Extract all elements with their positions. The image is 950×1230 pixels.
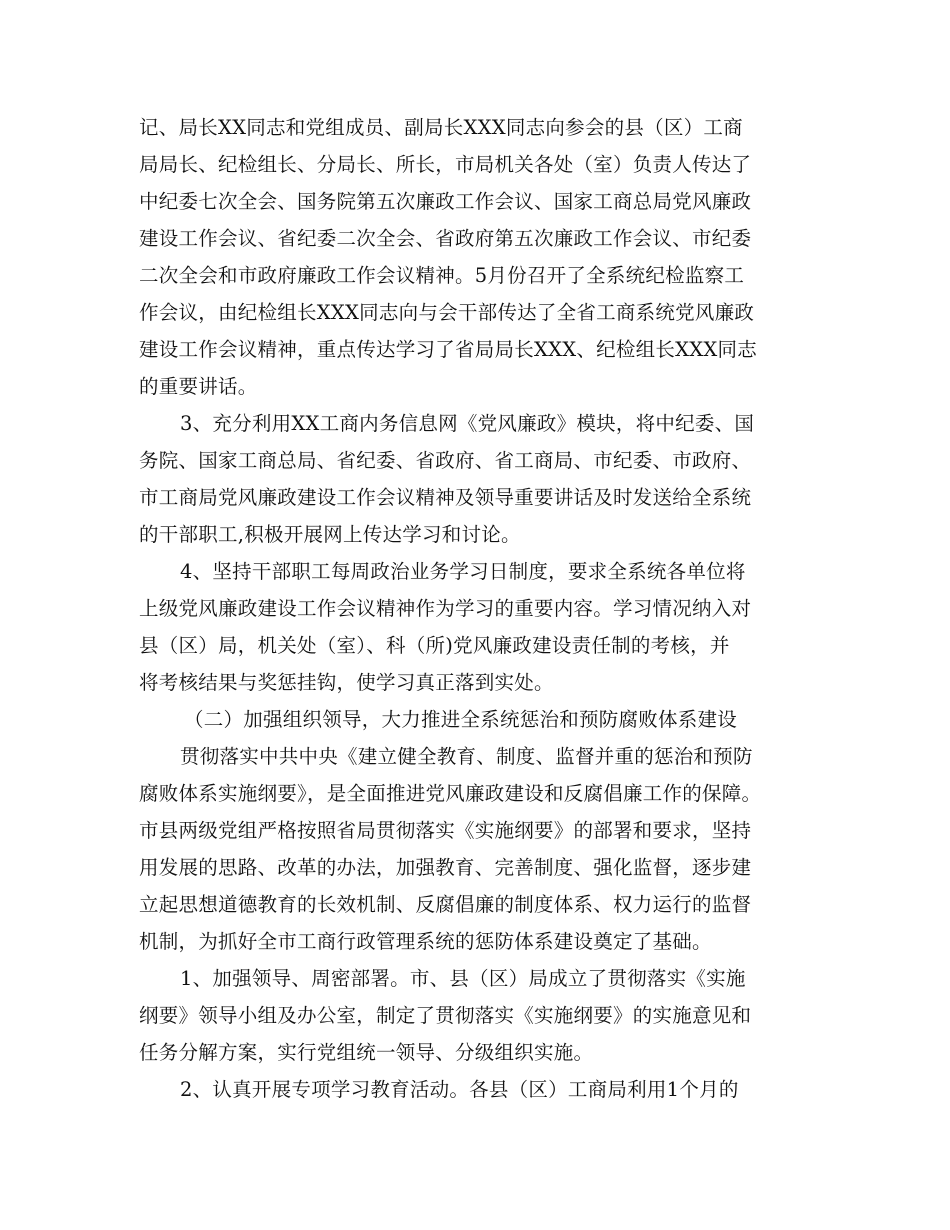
- text-line: 建设工作会议精神，重点传达学习了省局局长XXX、纪检组长XXX同志: [139, 338, 758, 361]
- text-line: 局局长、纪检组长、分局长、所长，市局机关各处（室）负责人传达了: [139, 153, 752, 176]
- text-line: 县（区）局，机关处（室）、科（所)党风廉政建设责任制的考核，并: [139, 634, 730, 657]
- text-line: 纲要》领导小组及办公室，制定了贯彻落实《实施纲要》的实施意见和: [139, 1004, 752, 1027]
- text-line: 用发展的思路、改革的办法，加强教育、完善制度、强化监督，逐步建: [139, 856, 752, 879]
- paragraph-start-line: 3、充分利用XX工商内务信息网《党风廉政》模块，将中纪委、国: [180, 412, 755, 435]
- text-line: 立起思想道德教育的长效机制、反腐倡廉的制度体系、权力运行的监督: [139, 893, 752, 916]
- paragraph-start-line: 2、认真开展专项学习教育活动。各县（区）工商局利用1个月的: [180, 1078, 739, 1101]
- text-line: 机制，为抓好全市工商行政管理系统的惩防体系建设奠定了基础。: [139, 930, 712, 953]
- text-line: 作会议，由纪检组长XXX同志向与会干部传达了全省工商系统党风廉政: [139, 301, 755, 324]
- text-line: 市工商局党风廉政建设工作会议精神及领导重要讲话及时发送给全系统: [139, 486, 752, 509]
- text-line: 二次全会和市政府廉政工作会议精神。5月份召开了全系统纪检监察工: [139, 264, 745, 287]
- text-line: 的重要讲话。: [139, 375, 258, 398]
- text-line: 记、局长XX同志和党组成员、副局长XXX同志向参会的县（区）工商: [139, 116, 743, 139]
- text-line: 任务分解方案，实行党组统一领导、分级组织实施。: [139, 1041, 594, 1064]
- section-heading: （二）加强组织领导，大力推进全系统惩治和预防腐败体系建设: [184, 708, 738, 731]
- text-line: 建设工作会议、省纪委二次全会、省政府第五次廉政工作会议、市纪委: [139, 227, 752, 250]
- text-line: 的干部职工,积极开展网上传达学习和讨论。: [139, 523, 521, 546]
- paragraph-start-line: 4、坚持干部职工每周政治业务学习日制度，要求全系统各单位将: [180, 560, 746, 583]
- paragraph-start-line: 1、加强领导、周密部署。市、县（区）局成立了贯彻落实《实施: [180, 967, 746, 990]
- text-line: 上级党风廉政建设工作会议精神作为学习的重要内容。学习情况纳入对: [139, 597, 752, 620]
- text-line: 务院、国家工商总局、省纪委、省政府、省工商局、市纪委、市政府、: [139, 449, 752, 472]
- text-line: 腐败体系实施纲要》，是全面推进党风廉政建设和反腐倡廉工作的保障。: [139, 782, 762, 805]
- text-line: 将考核结果与奖惩挂钩，使学习真正落到实处。: [139, 671, 554, 694]
- text-line: 市县两级党组严格按照省局贯彻落实《实施纲要》的部署和要求，坚持: [139, 819, 752, 842]
- paragraph-start-line: 贯彻落实中共中央《建立健全教育、制度、监督并重的惩治和预防: [180, 745, 753, 768]
- text-line: 中纪委七次全会、国务院第五次廉政工作会议、国家工商总局党风廉政: [139, 190, 752, 213]
